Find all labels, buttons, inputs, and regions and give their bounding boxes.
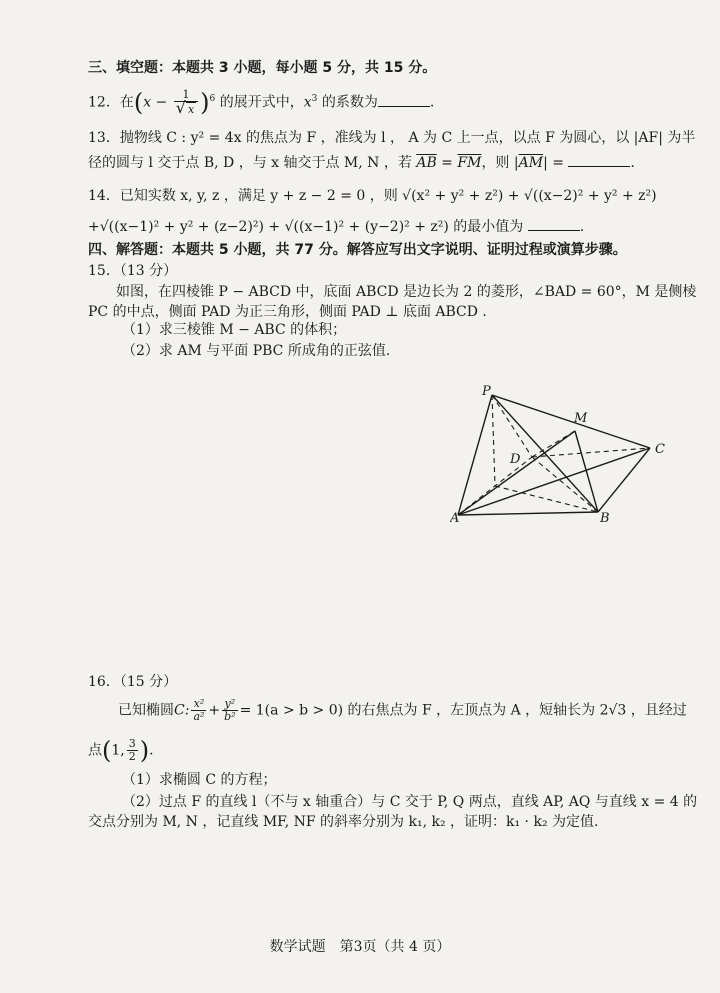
q12-fraction: $\frac{1}{√ x}$	[174, 89, 198, 116]
vector-ab: $\overline{AB}$	[416, 155, 437, 171]
segment-am	[458, 431, 575, 515]
section-4-heading: 四、解答题：本题共 5 小题，共 77 分。解答应写出文字说明、证明过程或演算步骤。	[88, 242, 627, 258]
question-15-line-1: 如图，在四棱锥 P − ABCD 中，底面 ABCD 是边长为 2 的菱形，∠BAD = 60°，M 是侧棱	[116, 284, 697, 300]
question-14-line-1: 14．已知实数 x, y, z ，满足 y + z − 2 = 0 ，则 √(x² + y² + z²) + √((x−2)² + y² + z²)	[88, 188, 657, 204]
vector-fm: $\overline{FM}$	[457, 155, 482, 171]
question-15-header: 15．（13 分）	[88, 263, 178, 279]
q13-answer-blank[interactable]	[568, 152, 630, 167]
edge-pa	[458, 395, 492, 515]
question-13-line-1: 13．抛物线 C : y² = 4x 的焦点为 F ，准线为 l ， A 为 C 上一点，以点 F 为圆心，以 |AF| 为半	[88, 130, 696, 146]
question-12: 12．在(x − $\frac{1}{√ x}$ )$^6$ 的展开式中，$x^3$ 的系数为 .	[88, 88, 435, 117]
label-m: M	[574, 411, 588, 426]
question-16-part-2: （2）过点 F 的直线 l（不与 x 轴重合）与 C 交于 P, Q 两点，直线 AP, AQ 与直线 x = 4 的	[122, 794, 698, 810]
point-y-fraction: $\frac{3}{2}$	[128, 737, 136, 763]
question-14-line-2: +√((x−1)² + y² + (z−2)²) + √((x−1)² + (y−2)² + z²) 的最小值为 .	[88, 216, 584, 237]
question-16-part-1: （1）求椭圆 C 的方程；	[122, 772, 277, 788]
label-p: P	[482, 385, 491, 399]
edge-pd	[492, 395, 532, 457]
q14-answer-blank[interactable]	[528, 216, 580, 231]
edge-ab	[458, 512, 598, 515]
label-b: B	[600, 511, 610, 525]
ellipse-x-term: $\frac{\text{x²}}{\text{a²}}$	[193, 697, 205, 723]
label-a: A	[450, 511, 460, 525]
section-3-heading: 三、填空题：本题共 3 小题，每小题 5 分，共 15 分。	[88, 60, 437, 76]
q12-exponent: 6	[209, 93, 216, 104]
question-15-part-2: （2）求 AM 与平面 PBC 所成角的正弦值.	[122, 343, 391, 359]
question-15-part-1: （1）求三棱锥 M − ABC 的体积；	[122, 322, 347, 338]
q12-number: 12．	[88, 94, 120, 111]
label-d: D	[510, 452, 521, 467]
vector-am: $\overline{AM}$	[518, 155, 544, 171]
question-15-line-2: PC 的中点，侧面 PAD 为正三角形，侧面 PAD ⊥ 底面 ABCD .	[88, 304, 487, 320]
label-c: C	[655, 442, 665, 457]
height-line	[492, 395, 495, 486]
question-16-header: 16．（15 分）	[88, 674, 178, 690]
page-footer: 数学试题 第3页（共 4 页）	[269, 939, 451, 955]
q12-x: x	[143, 94, 152, 111]
question-16-line-2: 点(1, $\frac{3}{2}$ ).	[88, 736, 154, 765]
diagonal-ac	[458, 448, 650, 515]
question-13-line-2: 径的圆与 l 交于点 B, D ，与 x 轴交于点 M, N ，若 $\overline{AB} = \overline{FM}$，则 $|\overline{AM}|$ = .	[88, 152, 635, 173]
pyramid-figure	[450, 385, 680, 525]
q12-pre: 在	[119, 94, 134, 111]
question-16-part-3: 交点分别为 M, N ，记直线 MF, NF 的斜率分别为 k₁, k₂ ，证明：k₁ · k₂ 为定值.	[88, 814, 599, 830]
q12-answer-blank[interactable]	[378, 92, 430, 107]
ellipse-y-term: $\frac{\text{y²}}{\text{b²}}$	[224, 697, 236, 723]
question-16-line-1: 已知椭圆C: $\frac{\text{x²}}{\text{a²}}$ + $\frac{\text{y²}}{\text{b²}}$ = 1(a > b > 0) 的右焦点为 F ，左顶点为 A ，短轴长为 2√3 ，且经过	[118, 697, 687, 723]
